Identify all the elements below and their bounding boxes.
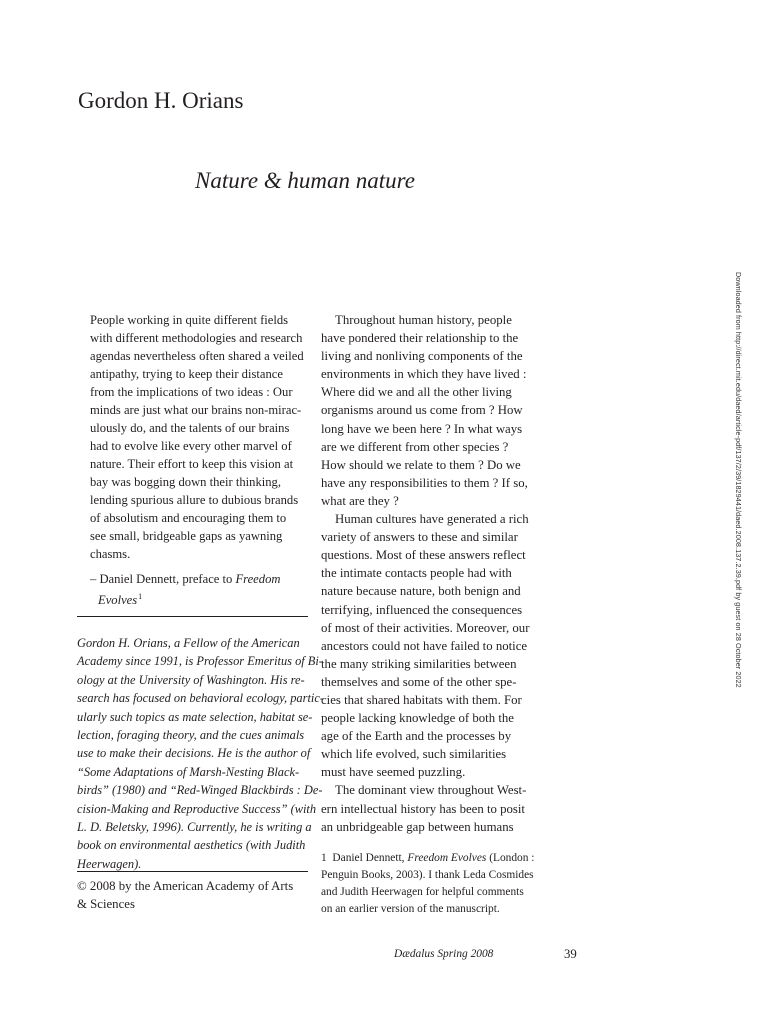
copyright-rule — [77, 871, 308, 872]
bio-line: “Some Adaptations of Marsh-Nesting Black- — [77, 764, 300, 779]
body-line: nature because nature, both benign and — [321, 584, 521, 599]
footnote-publisher: (London : — [486, 852, 535, 864]
footnote-line: Penguin Books, 2003). I thank Leda Cosmides — [321, 869, 534, 881]
body-line: ern intellectual history has been to posit — [321, 801, 525, 816]
epigraph-line: had to evolve like every other marvel of — [90, 439, 292, 453]
footnote-line: on an earlier version of the manuscript. — [321, 903, 500, 915]
footnote-author: Daniel Dennett, — [332, 852, 408, 864]
body-line: must have seemed puzzling. — [321, 765, 466, 780]
epigraph-line: of absolutism and encouraging them to — [90, 511, 287, 525]
bio-line: use to make their decisions. He is the author of — [77, 746, 311, 761]
body-line: have pondered their relationship to the — [321, 331, 519, 346]
body-line: terrifying, influenced the consequences — [321, 602, 523, 617]
bio-top-rule — [77, 616, 308, 617]
bio-line: cision-Making and Reproductive Success” (with — [77, 801, 317, 816]
epigraph-line: ulously do, and the talents of our brains — [90, 421, 290, 435]
article-title: Nature & human nature — [195, 168, 415, 193]
footnote-line: and Judith Heerwagen for helpful comments — [321, 886, 524, 898]
body-line: organisms around us come from ? How — [321, 403, 523, 418]
author-bio — [77, 634, 324, 873]
attribution-book-part1: Freedom — [235, 572, 281, 586]
body-line: the many striking similarities between — [321, 656, 517, 671]
footnote-number: 1 — [321, 852, 327, 864]
body-line: Human cultures have generated a rich — [335, 512, 529, 527]
epigraph-line: agendas nevertheless often shared a veiled — [90, 349, 304, 363]
bio-line: book on environmental aesthetics (with Judith — [77, 838, 306, 853]
footnote — [321, 850, 551, 918]
body-line: variety of answers to these and similar — [321, 530, 518, 545]
epigraph — [90, 311, 308, 563]
body-line: what are they ? — [321, 493, 399, 508]
body-line: How should we relate to them ? Do we — [321, 457, 521, 472]
body-line: questions. Most of these answers reflect — [321, 548, 526, 563]
epigraph-line: minds are just what our brains non-mirac- — [90, 403, 302, 417]
epigraph-line: People working in quite different fields — [90, 313, 289, 327]
body-line: an unbridgeable gap between humans — [321, 819, 514, 834]
body-line: Throughout human history, people — [335, 313, 512, 327]
bio-line: birds” (1980) and “Red-Winged Blackbirds : De- — [77, 783, 323, 798]
footnote-mark[interactable]: 1 — [138, 592, 143, 601]
bio-line: Gordon H. Orians, a Fellow of the American — [77, 636, 300, 650]
bio-line: Academy since 1991, is Professor Emeritus of Bi- — [77, 654, 323, 669]
epigraph-line: chasms. — [90, 547, 131, 561]
copyright-notice — [77, 877, 308, 913]
epigraph-line: nature. Their effort to keep this vision at — [90, 457, 294, 471]
body-line: which life evolved, such similarities — [321, 747, 507, 762]
bio-line: ology at the University of Washington. His re- — [77, 672, 305, 687]
body-line: have any responsibilities to them ? If so, — [321, 475, 528, 490]
epigraph-line: with different methodologies and research — [90, 331, 303, 345]
body-line: themselves and some of the other spe- — [321, 674, 517, 689]
epigraph-attribution — [90, 570, 308, 609]
journal-name: Dædalus Spring 2008 — [394, 948, 494, 960]
body-line: of most of their activities. Moreover, our — [321, 620, 530, 635]
body-line: age of the Earth and the processes by — [321, 729, 512, 744]
bio-line: search has focused on behavioral ecology, partic- — [77, 691, 324, 706]
bio-line: L. D. Beletsky, 1996). Currently, he is writing a — [77, 820, 312, 835]
body-line: ancestors could not have failed to notice — [321, 638, 528, 653]
body-line: are we different from other species ? — [321, 439, 509, 454]
download-watermark: Downloaded from http://direct.mit.edu/daed/article-pdf/137/2/39/1829441/daed.2008.137.2.39.pdf by guest on 28 October 2022 — [734, 272, 743, 688]
body-line: Where did we and all the other living — [321, 385, 512, 400]
copyright-line: © 2008 by the American Academy of Arts — [77, 879, 294, 893]
author-name: Gordon H. Orians — [78, 88, 244, 113]
body-text — [321, 311, 551, 836]
epigraph-line: see small, bridgeable gaps as yawning — [90, 529, 283, 543]
body-line: The dominant view throughout West- — [335, 783, 527, 798]
body-line: people lacking knowledge of both the — [321, 711, 514, 726]
body-line: long have we been here ? In what ways — [321, 421, 523, 436]
epigraph-line: antipathy, trying to keep their distance — [90, 367, 283, 381]
body-line: cies that shared habitats with them. For — [321, 692, 522, 707]
bio-line: Heerwagen). — [77, 856, 142, 871]
body-line: living and nonliving components of the — [321, 349, 523, 364]
attribution-prefix: – Daniel Dennett, preface to — [90, 572, 236, 586]
bio-line: ularly such topics as mate selection, habitat se- — [77, 709, 313, 724]
body-line: environments in which they have lived : — [321, 367, 527, 382]
body-line: the intimate contacts people had with — [321, 566, 512, 581]
epigraph-line: lending spurious allure to dubious brands — [90, 493, 299, 507]
epigraph-line: bay was bogging down their thinking, — [90, 475, 281, 489]
copyright-line: & Sciences — [77, 897, 135, 911]
page-number: 39 — [564, 947, 577, 961]
footnote-book: Freedom Evolves — [407, 852, 487, 864]
bio-line: lection, foraging theory, and the cues animals — [77, 728, 305, 743]
attribution-book-part2: Evolves — [98, 593, 138, 607]
epigraph-line: from the implications of two ideas : Our — [90, 385, 293, 399]
